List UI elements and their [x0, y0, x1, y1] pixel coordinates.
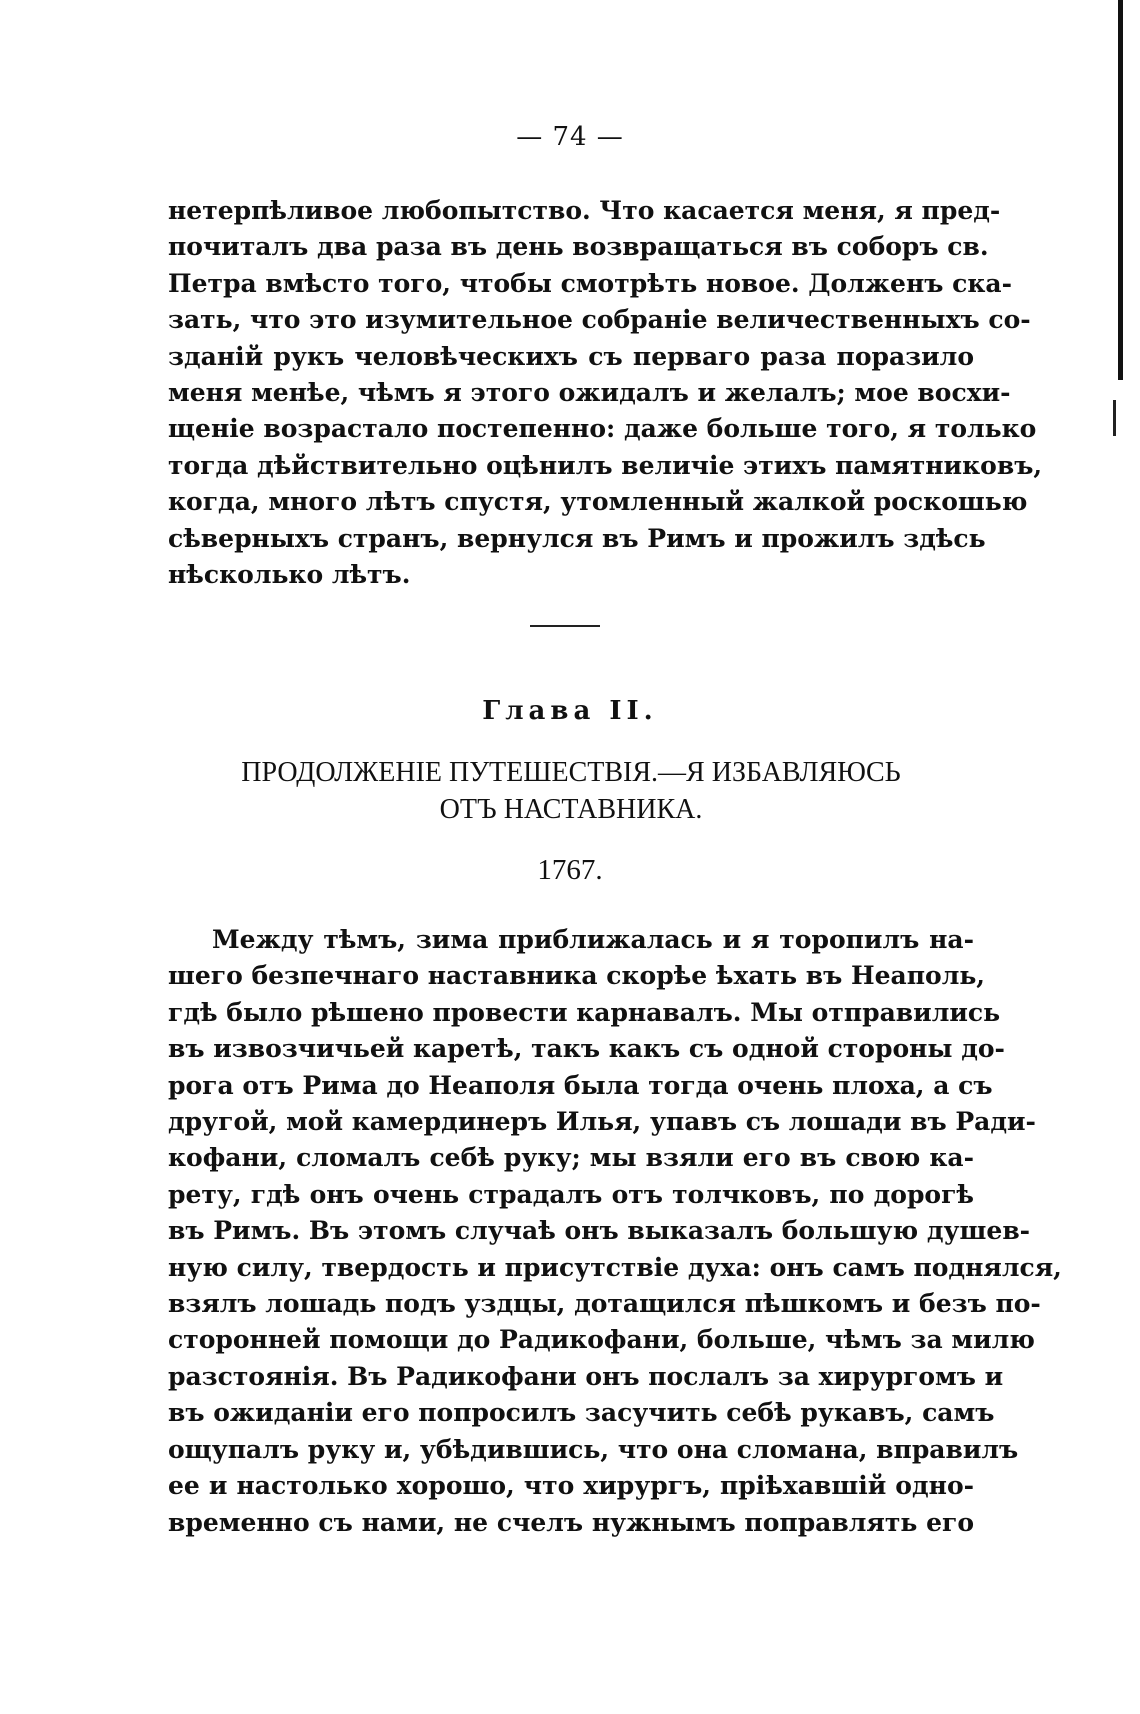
text-line: ную силу, твердость и присутствіе духа: онъ самъ поднялся, [168, 1252, 1062, 1282]
chapter-title-line: ПРОДОЛЖЕНІЕ ПУТЕШЕСТВІЯ.—Я ИЗБАВЛЯЮСЬ [241, 757, 901, 788]
text-line: почиталъ два раза въ день возвращаться въ соборъ св. [168, 232, 989, 262]
text-line: меня менѣе, чѣмъ я этого ожидалъ и желалъ; мое восхи- [168, 378, 1011, 408]
scan-edge-line [1118, 0, 1123, 380]
text-line: въ извозчичьей каретѣ, такъ какъ съ одной стороны до- [168, 1034, 1005, 1064]
text-line: сѣверныхъ странъ, вернулся въ Римъ и прожилъ здѣсь [168, 523, 986, 553]
text-line: тогда дѣйствительно оцѣнилъ величіе этихъ памятниковъ, [168, 450, 1043, 480]
text-line: рету, гдѣ онъ очень страдалъ отъ толчковъ, по дорогѣ [168, 1179, 974, 1209]
text-line: кофани, сломалъ себѣ руку; мы взяли его въ свою ка- [168, 1143, 974, 1173]
text-line: въ Римъ. Въ этомъ случаѣ онъ выказалъ большую душев- [168, 1216, 1031, 1246]
text-line: гдѣ было рѣшено провести карнавалъ. Мы отправились [168, 997, 1001, 1027]
text-line: шего безпечнаго наставника скорѣе ѣхать въ Неаполь, [168, 961, 985, 991]
text-line: разстоянія. Въ Радикофани онъ послалъ за хирургомъ и [168, 1361, 1004, 1391]
top-paragraph [168, 193, 1043, 593]
text-line: нѣсколько лѣтъ. [168, 560, 411, 590]
text-line: зать, что это изумительное собраніе величественныхъ со- [168, 305, 1031, 335]
chapter-year: 1767. [537, 854, 603, 886]
scan-edge-mark [1113, 400, 1116, 436]
text-line: ее и настолько хорошо, что хирургъ, пріѣхавшій одно- [168, 1471, 974, 1501]
page-number: — 74 — [516, 122, 624, 152]
chapter-label: Глава II. [482, 696, 658, 726]
text-line: въ ожиданіи его попросилъ засучить себѣ рукавъ, самъ [168, 1398, 995, 1428]
text-line: нетерпѣливое любопытство. Что касается меня, я пред- [168, 196, 1001, 225]
text-line: временно съ нами, не счелъ нужнымъ поправлять его [168, 1507, 974, 1537]
text-line: другой, мой камердинеръ Илья, упавъ съ лошади въ Ради- [168, 1107, 1036, 1137]
section-separator [530, 625, 600, 627]
text-line: рога отъ Рима до Неаполя была тогда очень плоха, а съ [168, 1070, 993, 1100]
text-line: взялъ лошадь подъ уздцы, дотащился пѣшкомъ и безъ по- [168, 1289, 1041, 1319]
chapter-title [168, 754, 974, 828]
text-line: Между тѣмъ, зима приближалась и я торопилъ на- [212, 925, 974, 954]
text-line: сторонней помощи до Радикофани, больше, чѣмъ за милю [168, 1325, 1035, 1355]
text-line: ощупалъ руку и, убѣдившись, что она сломана, вправилъ [168, 1434, 1019, 1464]
text-line: зданій рукъ человѣческихъ съ перваго раза поразило [168, 341, 974, 371]
text-line: когда, много лѣтъ спустя, утомленный жалкой роскошью [168, 487, 1028, 517]
chapter-title-line: ОТЪ НАСТАВНИКА. [439, 794, 703, 825]
text-line: щеніе возрастало постепенно: даже больше того, я только [168, 414, 1037, 444]
bottom-paragraph [168, 922, 1062, 1541]
text-line: Петра вмѣсто того, чтобы смотрѣть новое. Долженъ ска- [168, 268, 1012, 298]
